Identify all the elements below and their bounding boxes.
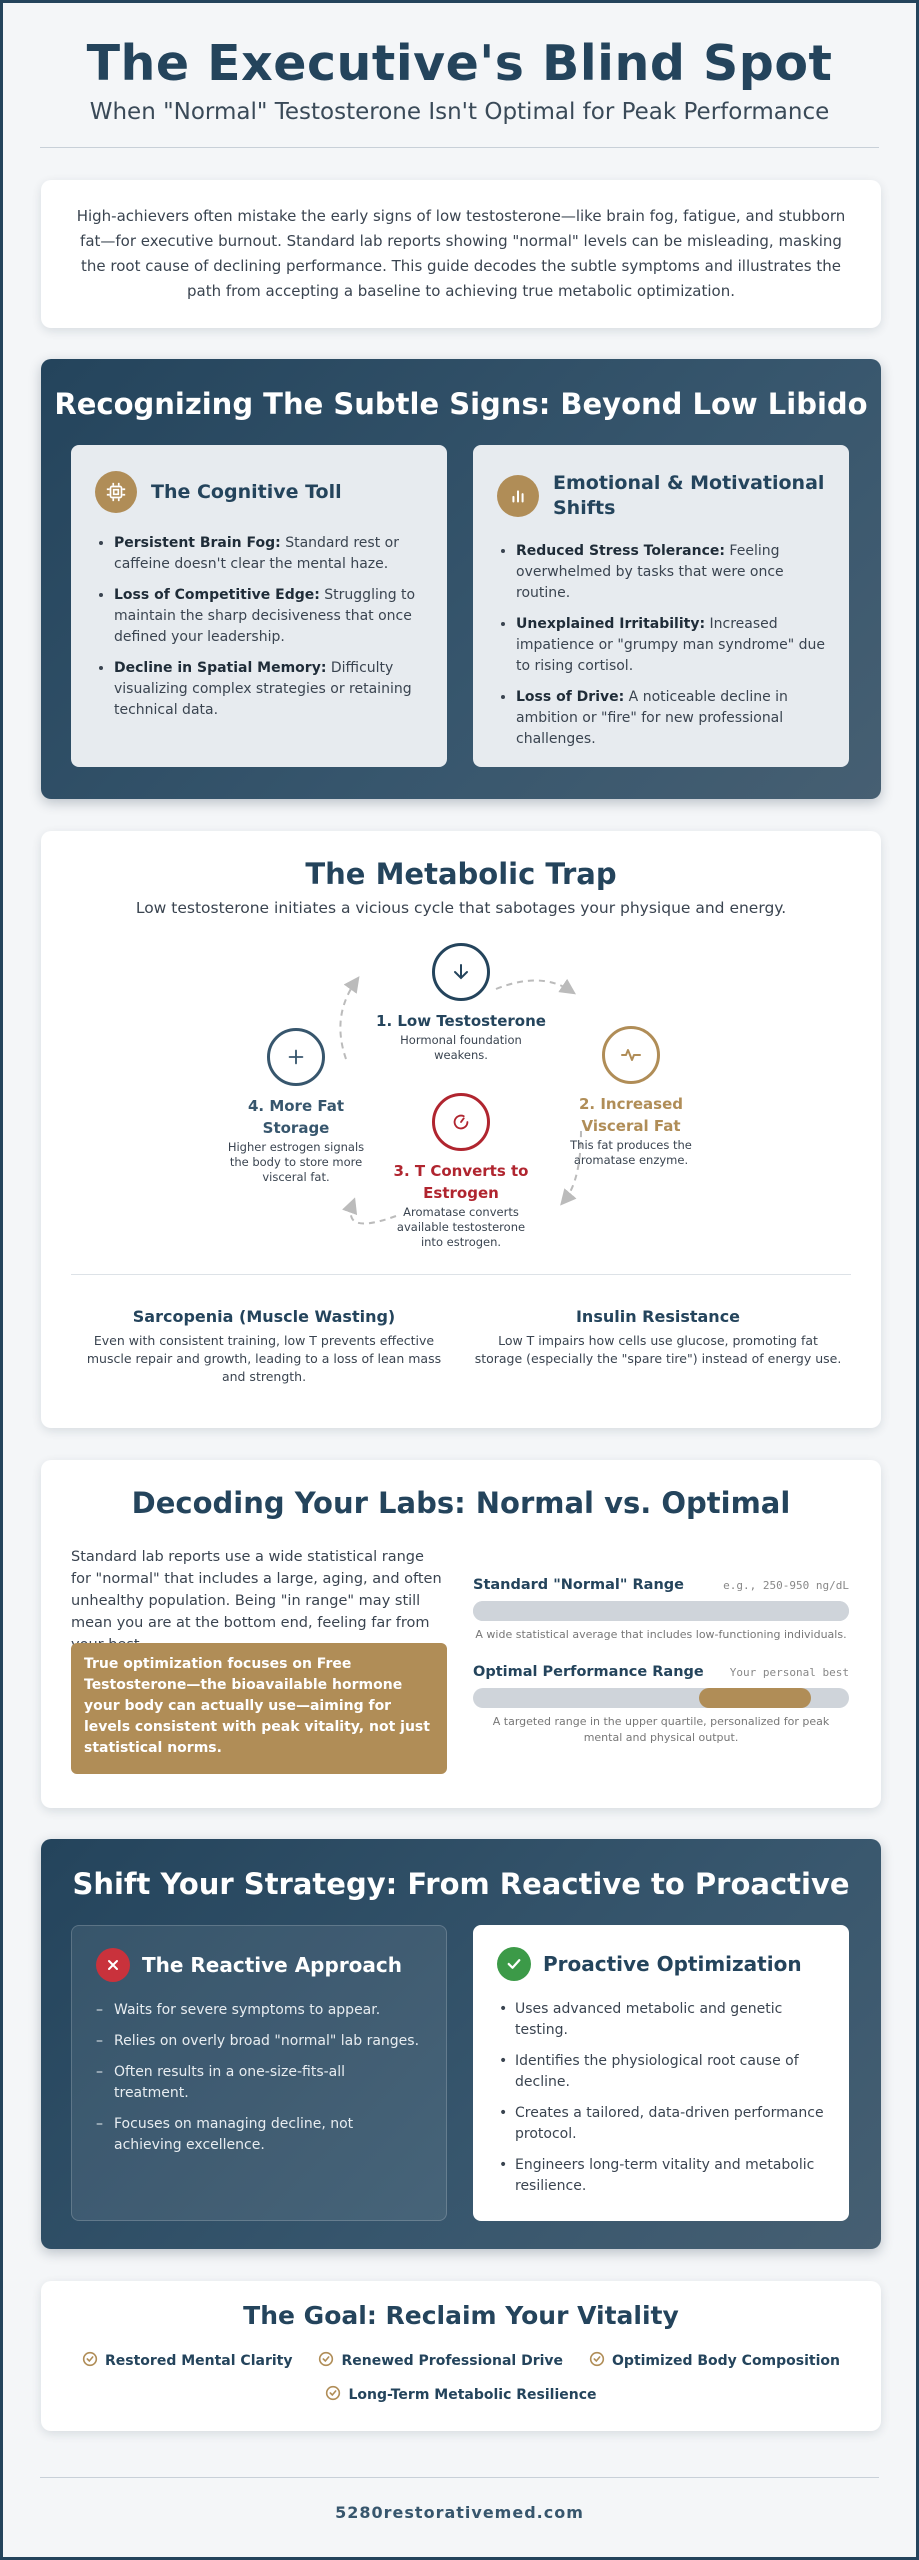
list-item: • Reduced Stress Tolerance: Feeling overwhelmed by tasks that were once routine. <box>516 541 825 604</box>
cycle-node-label: 3. T Converts to Estrogen <box>393 1162 529 1202</box>
list-item: • Uses advanced metabolic and genetic testing. <box>497 1999 825 2041</box>
cycle-node-2 <box>561 1026 701 1168</box>
cycle-node-label: 4. More Fat Storage <box>247 1097 345 1137</box>
fact-insulin <box>473 1307 843 1368</box>
goal-item: Long-Term Metabolic Resilience <box>325 2385 596 2405</box>
goal-row <box>41 2351 881 2371</box>
cycle-node-1 <box>376 943 546 1063</box>
cycle-node-desc: This fat produces the aromatase enzyme. <box>570 1138 692 1167</box>
range-track <box>473 1601 849 1621</box>
header-divider <box>40 147 879 148</box>
header <box>3 3 916 125</box>
check-circle-icon <box>589 2351 605 2371</box>
pulse-icon <box>602 1026 660 1084</box>
fact-desc: Even with consistent training, low T prevents effective muscle repair and growth, leading to a loss of lean mass and strength. <box>86 1333 442 1384</box>
intro-text: High-achievers often mistake the early signs of low testosterone—like brain fog, fatigue, and stubborn fat—for executive burnout. Standard lab reports showing "normal" levels can be misleading, masking the root cause of declining performance. This guide decodes the subtle symptoms and illustrates the path from accepting a baseline to achieving true metabolic optimization. <box>76 207 846 300</box>
list-item: – Relies on overly broad "normal" lab ranges. <box>96 2031 422 2052</box>
cognitive-title: The Cognitive Toll <box>151 480 342 503</box>
goal-title: The Goal: Reclaim Your Vitality <box>243 2301 679 2330</box>
list-item: • Persistent Brain Fog: Standard rest or caffeine doesn't clear the mental haze. <box>114 533 423 575</box>
list-item: – Focuses on managing decline, not achieving excellence. <box>96 2114 422 2156</box>
labs-callout: True optimization focuses on Free Testosterone—the bioavailable hormone your body can actually use—aiming for levels consistent with peak vitality, not just statistical norms. <box>71 1643 447 1774</box>
range-note: e.g., 250-950 ng/dL <box>723 1579 849 1592</box>
list-item: • Creates a tailored, data-driven performance protocol. <box>497 2103 825 2145</box>
plus-icon <box>267 1028 325 1086</box>
reactive-list <box>96 2000 422 2156</box>
emotional-card <box>473 445 849 767</box>
bar-chart-icon <box>497 475 539 517</box>
range-fill <box>699 1688 812 1708</box>
optimal-range <box>473 1664 849 1746</box>
page-title: The Executive's Blind Spot <box>86 35 833 92</box>
reactive-title: The Reactive Approach <box>142 1953 403 1977</box>
check-circle-icon <box>325 2385 341 2405</box>
trap-title: The Metabolic Trap <box>305 857 617 891</box>
goal-row <box>41 2385 881 2405</box>
emotional-list <box>497 541 825 750</box>
standard-range <box>473 1577 849 1643</box>
trap-subtitle: Low testosterone initiates a vicious cycle that sabotages your physique and energy. <box>135 899 787 917</box>
labs-section <box>41 1460 881 1808</box>
cycle-node-label: 1. Low Testosterone <box>376 1012 546 1030</box>
footer-website-link[interactable]: 5280restorativemed.com <box>335 2503 584 2522</box>
range-title: Standard "Normal" Range <box>473 1577 684 1593</box>
cycle-node-4 <box>216 1028 376 1185</box>
strategy-section <box>41 1839 881 2249</box>
arrow-down-icon <box>432 943 490 1001</box>
goal-item: Renewed Professional Drive <box>318 2351 563 2371</box>
fact-desc: Low T impairs how cells use glucose, promoting fat storage (especially the "spare tire") instead of energy use. <box>474 1333 842 1366</box>
cognitive-card <box>71 445 447 767</box>
range-desc: A targeted range in the upper quartile, personalized for peak mental and physical output. <box>492 1715 830 1744</box>
check-circle-icon <box>82 2351 98 2371</box>
fact-title: Insulin Resistance <box>575 1307 741 1326</box>
footer-divider <box>40 2477 879 2478</box>
list-item: • Identifies the physiological root cause of decline. <box>497 2051 825 2093</box>
signs-title: Recognizing The Subtle Signs: Beyond Low Libido <box>54 387 868 421</box>
cycle-node-label: 2. Increased Visceral Fat <box>578 1095 684 1135</box>
metabolic-trap-section <box>41 831 881 1428</box>
trap-divider <box>71 1274 851 1275</box>
cycle-icon <box>432 1093 490 1151</box>
range-desc: A wide statistical average that includes low-functioning individuals. <box>475 1628 847 1641</box>
list-item: • Unexplained Irritability: Increased impatience or "grumpy man syndrome" due to rising cortisol. <box>516 614 825 677</box>
range-track <box>473 1688 849 1708</box>
cognitive-list <box>95 533 423 721</box>
cycle-node-desc: Hormonal foundation weakens. <box>400 1033 522 1062</box>
range-fill <box>473 1601 849 1621</box>
reactive-card <box>71 1925 447 2221</box>
cycle-node-desc: Aromatase converts available testosterone into estrogen. <box>396 1205 526 1249</box>
labs-title: Decoding Your Labs: Normal vs. Optimal <box>131 1486 791 1520</box>
list-item: • Loss of Drive: A noticeable decline in ambition or "fire" for new professional challenges. <box>516 687 825 750</box>
check-icon <box>497 1947 531 1981</box>
range-title: Optimal Performance Range <box>473 1664 704 1680</box>
cpu-icon <box>95 471 137 513</box>
intro-card <box>41 180 881 328</box>
list-item: – Often results in a one-size-fits-all treatment. <box>96 2062 422 2104</box>
fact-title: Sarcopenia (Muscle Wasting) <box>132 1307 396 1326</box>
page-subtitle: When "Normal" Testosterone Isn't Optimal for Peak Performance <box>89 99 830 125</box>
goal-item: Optimized Body Composition <box>589 2351 840 2371</box>
proactive-card <box>473 1925 849 2221</box>
goal-section <box>41 2281 881 2431</box>
labs-body: Standard lab reports use a wide statistical range for "normal" that includes a large, aging, and often unhealthy population. Being "in range" may still mean you are at the bottom end, feeling far from <box>71 1549 442 1631</box>
list-item: • Engineers long-term vitality and metabolic resilience. <box>497 2155 825 2197</box>
list-item: – Waits for severe symptoms to appear. <box>96 2000 422 2021</box>
check-circle-icon <box>318 2351 334 2371</box>
signs-section <box>41 359 881 799</box>
x-icon <box>96 1948 130 1982</box>
range-note: Your personal best <box>729 1666 849 1679</box>
proactive-list <box>497 1999 825 2197</box>
emotional-title: Emotional & Motivational Shifts <box>553 472 825 519</box>
fact-sarcopenia <box>79 1307 449 1386</box>
proactive-title: Proactive Optimization <box>543 1952 802 1976</box>
cycle-node-3 <box>386 1093 536 1250</box>
list-item: • Loss of Competitive Edge: Struggling to maintain the sharp decisiveness that once defined your leadership. <box>114 585 423 648</box>
list-item: • Decline in Spatial Memory: Difficulty visualizing complex strategies or retaining technical data. <box>114 658 423 721</box>
strategy-title: Shift Your Strategy: From Reactive to Proactive <box>72 1867 850 1901</box>
goal-item: Restored Mental Clarity <box>82 2351 292 2371</box>
cycle-node-desc: Higher estrogen signals the body to store more visceral fat. <box>227 1140 365 1184</box>
